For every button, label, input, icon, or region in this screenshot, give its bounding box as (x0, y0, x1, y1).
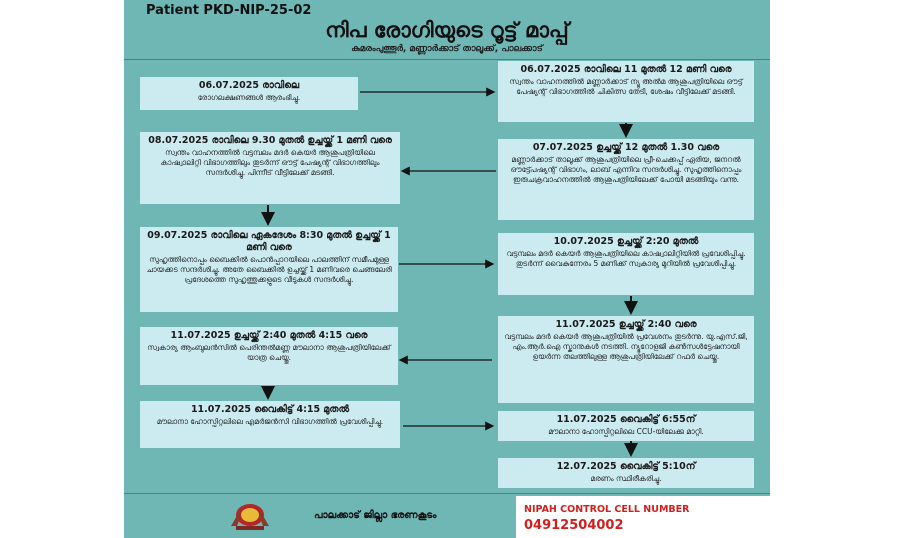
event-body: സ്വന്തം വാഹനത്തിൽ മണ്ണാർക്കാട് ന്യൂ അൽമ ആശുപത്രിയിലെ ഔട്ട് പേഷ്യന്റ് വിഭാഗത്തിൽ ചികിത്സ തേടി, ശേഷം വീട്ടിലേക്ക് മടങ്ങി. (509, 77, 743, 96)
control-cell-number[interactable]: 04912504002 (524, 518, 624, 533)
event-heading: 09.07.2025 രാവിലെ ഏകദേശം 8:30 മുതൽ ഉച്ചയ്ക്ക് 1 മണി വരെ (147, 230, 391, 253)
event-body: വട്ടമ്പലം മദർ കെയർ ആശുപത്രിയിലെ കാഷ്വാലിറ്റിയിൽ പ്രവേശിപ്പിച്ചു. തുടർന്ന് വൈകുന്നേരം 5 മണിക്ക് സ്വകാര്യ മുറിയിൽ പ്രവേശിപ്പിച്ചു. (506, 249, 746, 268)
event-body: സ്വന്തം വാഹനത്തിൽ വട്ടമ്പലം മദർ കെയർ ആശുപത്രിയിലെ കാഷ്വാലിറ്റി വിഭാഗത്തിലും തുടർന്ന് ഔട്ട് പേഷ്യന്റ് വിഭാഗത്തിലും സന്ദർശിച്ചു. പിന്നീട് വീട്ടിലേക്ക് മടങ്ങി. (160, 148, 380, 177)
page-title: നിപ രോഗിയുടെ റൂട്ട് മാപ്പ് (325, 18, 569, 42)
event-heading: 06.07.2025 രാവിലെ (198, 80, 300, 91)
timeline-event (498, 233, 754, 295)
event-heading: 08.07.2025 രാവിലെ 9.30 മുതൽ ഉച്ചയ്ക്ക് 1 മണി വരെ (148, 135, 392, 146)
event-heading: 10.07.2025 ഉച്ചയ്ക്ക് 2:20 മുതൽ (553, 236, 699, 247)
route-map-poster (124, 0, 770, 538)
control-cell-label: NIPAH CONTROL CELL NUMBER (524, 504, 690, 515)
timeline-event (498, 139, 754, 220)
timeline-event (140, 77, 358, 110)
event-body: മരണം സ്ഥിരീകരിച്ചു. (590, 474, 662, 483)
event-heading: 12.07.2025 വൈകിട്ട് 5:10ന് (556, 461, 696, 472)
event-heading: 06.07.2025 രാവിലെ 11 മുതൽ 12 മണി വരെ (520, 64, 732, 75)
timeline-event (140, 401, 400, 448)
event-body: മണ്ണാർക്കാട് താലൂക്ക് ആശുപത്രിയിലെ പ്രീ-ചെക്കപ്പ് ഏരിയ, ജനറൽ ഔട്ട്പേഷ്യന്റ് വിഭാഗം, ലാബ് എന്നിവ സന്ദർശിച്ചു. സുഹൃത്തിനൊപ്പം ഇരുചക്രവാഹനത്തിൽ ആശുപത്രിയിലേക്ക് പോയി മടങ്ങിയും വന്നു. (510, 155, 742, 184)
timeline-event (498, 458, 754, 488)
timeline-event (140, 227, 398, 312)
patient-id: Patient PKD-NIP-25-02 (146, 3, 312, 18)
event-body: സുഹൃത്തിനൊപ്പം ബൈക്കിൽ പൊൻപ്പാറയിലെ പാലത്തിന് സമീപമുള്ള ചായക്കട സന്ദർശിച്ചു. അതേ ബൈക്കിൽ ഉച്ചയ്ക്ക് 1 മണിവരെ ചെങ്ങലേരി പ്രദേശത്തെ സുഹൃത്തുക്കളുടെ വീടുകൾ സന്ദർശിച്ചു. (146, 255, 392, 284)
event-body: മൗലാനാ ഹോസ്പിറ്റലിലെ CCU-യിലേക്കു മാറ്റി. (548, 427, 704, 436)
control-cell-panel (516, 496, 770, 538)
event-heading: 11.07.2025 ഉച്ചയ്ക്ക് 2:40 മുതൽ 4:15 വരെ (170, 330, 368, 341)
timeline-event (140, 327, 398, 385)
event-body: മൗലാനാ ഹോസ്പിറ്റലിലെ എമർജൻസി വിഭാഗത്തിൽ പ്രവേശിപ്പിച്ചു. (156, 417, 384, 426)
timeline-event (140, 132, 400, 204)
event-body: സ്വകാര്യ ആംബുലൻസിൽ പെരിന്തൽമണ്ണ മൗലാനാ ആശുപത്രിയിലേക്ക് യാത്ര ചെയ്തു. (147, 343, 391, 362)
district-administration-label: പാലക്കാട് ജില്ലാ ഭരണകൂടം (314, 510, 437, 521)
event-body: വട്ടമ്പലം മദർ കെയർ ആശുപത്രിയിൽ പ്രവേശനം തുടർന്നു. യു.എസ്.ജി, എം.ആർ.ഐ സ്കാനുകൾ നടത്തി. ന്യൂറോളജി കൺസൾട്ടേഷനായി ഉയർന്ന തലത്തിലുള്ള ആശുപത്രിയിലേക്ക് റഫർ ചെയ്തു. (504, 332, 748, 361)
kerala-state-emblem-icon (228, 500, 272, 532)
timeline-event (498, 411, 754, 441)
event-heading: 07.07.2025 ഉച്ചയ്ക്ക് 12 മുതൽ 1.30 വരെ (532, 142, 720, 153)
event-heading: 11.07.2025 വൈകിട്ട് 4:15 മുതൽ (190, 404, 350, 415)
timeline-event (498, 316, 754, 403)
event-heading: 11.07.2025 ഉച്ചയ്ക്ക് 2:40 വരെ (555, 319, 697, 330)
event-body: രോഗലക്ഷണങ്ങൾ ആരംഭിച്ചു. (197, 93, 301, 102)
event-heading: 11.07.2025 വൈകിട്ട് 6:55ന് (556, 414, 696, 425)
timeline-event (498, 61, 754, 122)
location-subtitle: കുമരംപുത്തൂർ, മണ്ണാർക്കാട് താലൂക്ക്, പാലക്കാട് (351, 44, 543, 54)
